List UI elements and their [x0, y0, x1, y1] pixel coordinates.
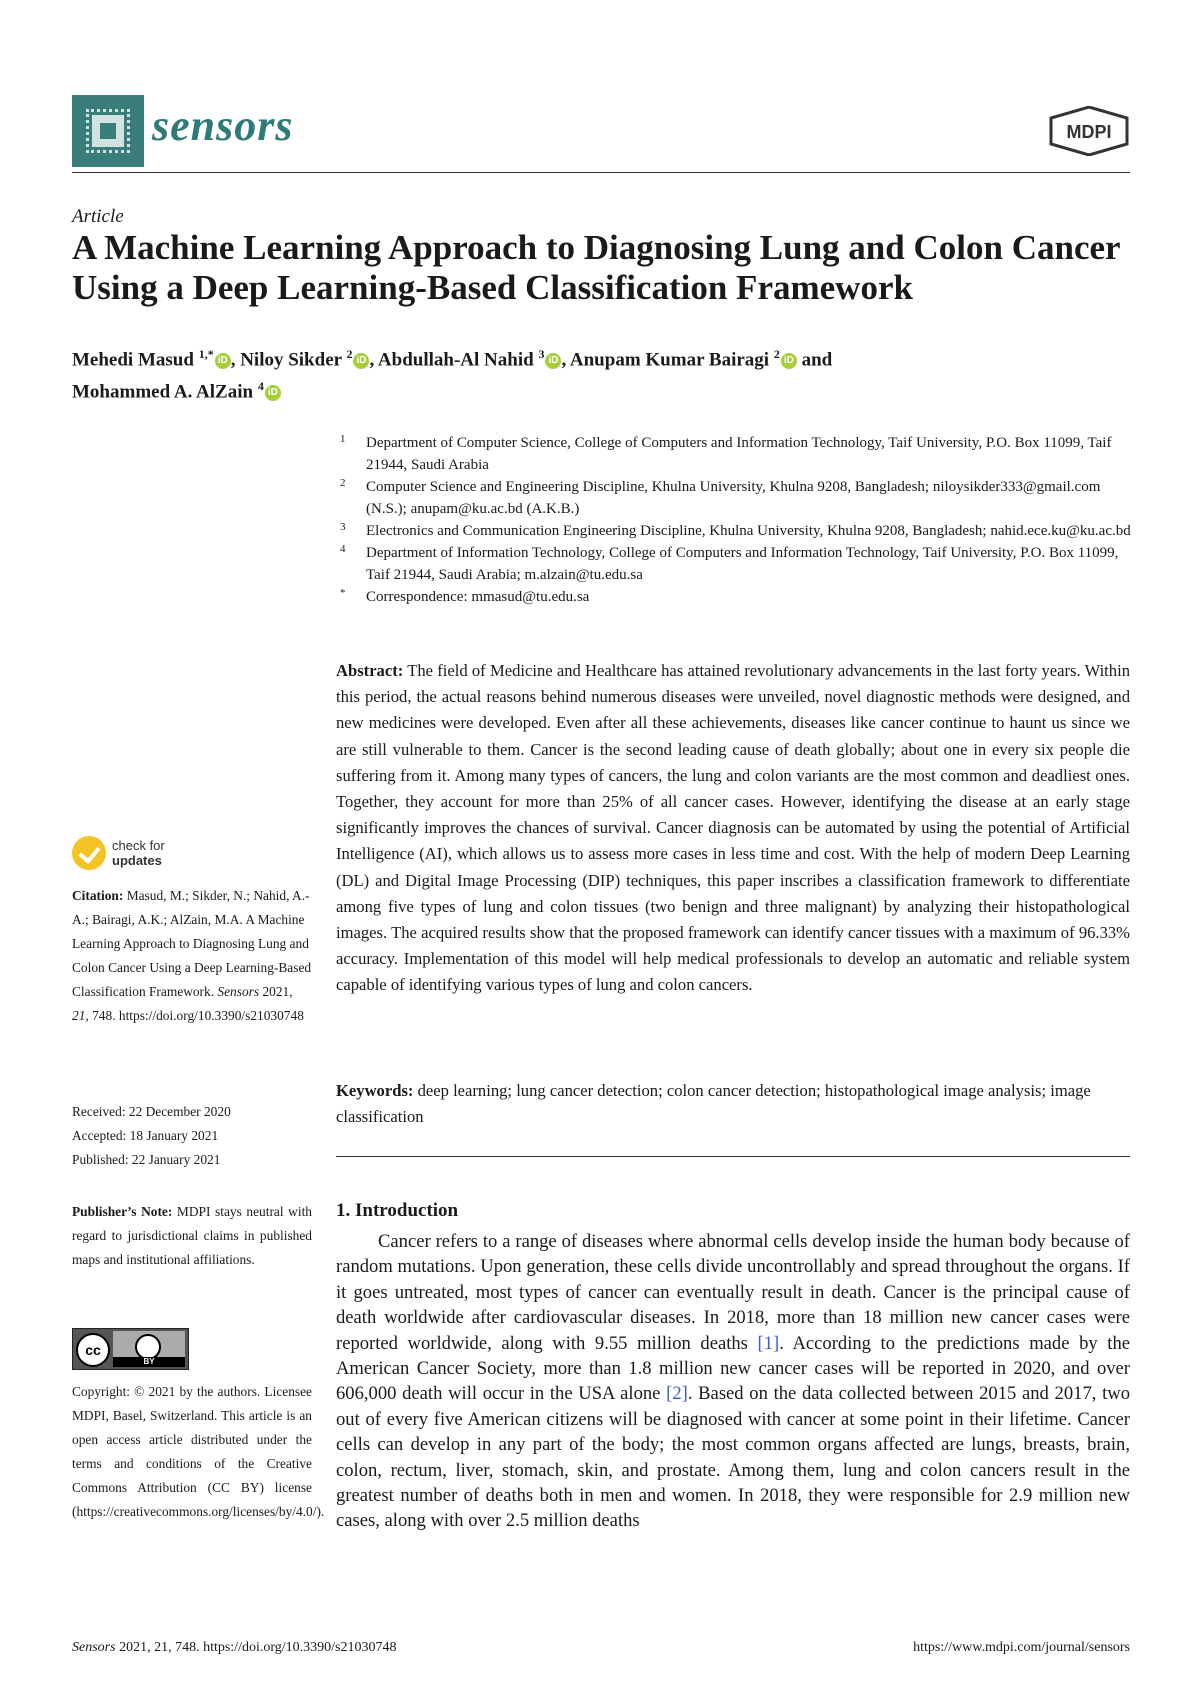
author-affil-sup: 1,*	[198, 347, 214, 361]
orcid-icon[interactable]: iD	[545, 353, 561, 369]
intro-text: . Based on the data collected between 2015 and 2017, two out of every five American citizens will be diagnosed with cancer at some point in their lifetime. Cancer cells can develop in any part of the body; the most common organs affected are lungs, breasts, brain, colon, rectum, liver, stomach, skin, and prostate. Among them, lung and colon cancers result in the greatest number of deaths both in men and women. In 2018, they were responsible for 2.9 million new cases, along with over 2.5 million deaths	[336, 1383, 1130, 1532]
publisher-note-label: Publisher’s Note:	[72, 1204, 173, 1219]
keywords-label: Keywords:	[336, 1081, 414, 1100]
citation-label: Citation:	[72, 888, 124, 903]
check-for-updates-button[interactable]	[72, 836, 252, 874]
reference-link[interactable]: [2]	[666, 1383, 688, 1405]
footer-citation	[72, 1640, 397, 1656]
authors-connector: and	[801, 349, 833, 371]
orcid-icon[interactable]: iD	[781, 353, 797, 369]
citation-doi[interactable]: 748. https://doi.org/10.3390/s21030748	[92, 1008, 304, 1023]
journal-logo-icon	[72, 95, 144, 167]
footer-journal-url[interactable]: https://www.mdpi.com/journal/sensors	[913, 1640, 1130, 1655]
footer-year-vol: 2021, 21,	[119, 1640, 172, 1655]
intro-text: Cancer refers to a range of diseases where abnormal cells develop inside the human body because of random mutations. Upon generation, these cells divide uncontrollably and spread throughout the organs. If it goes untreated, most types of cancer can eventually result in death. Cancer is the principal cause of death worldwide after cardiovascular diseases. In 2018, more than 18 million new cancer cases were reported worldwide, along with 9.55 million deaths	[336, 1231, 1130, 1354]
author-affil-sup: 3	[538, 347, 545, 361]
journal-name: sensors	[152, 101, 294, 150]
abstract	[336, 658, 1130, 999]
section-heading: 1. Introduction	[336, 1200, 459, 1221]
published-date: Published: 22 January 2021	[72, 1152, 221, 1167]
keywords	[336, 1078, 1130, 1130]
citation-volume: 21,	[72, 1008, 89, 1023]
citation-text: Masud, M.; Sikder, N.; Nahid, A.-A.; Bairagi, A.K.; AlZain, M.A. A Machine Learning Approach to Diagnosing Lung and Colon Cancer Using a Deep Learning-Based Classification Framework.	[72, 888, 312, 999]
reference-link[interactable]: [1]	[757, 1332, 780, 1354]
mdpi-logo-icon	[1048, 106, 1130, 156]
cc-by-license-icon[interactable]	[72, 1328, 189, 1370]
orcid-icon[interactable]: iD	[265, 385, 281, 401]
author-name: Anupam Kumar Bairagi	[569, 349, 770, 371]
check-updates-line2: updates	[112, 853, 162, 868]
affiliation-item	[336, 432, 1136, 476]
header-divider	[72, 172, 1130, 173]
publisher-note-text: MDPI stays neutral with regard to jurisdictional claims in published maps and institutional affiliations.	[72, 1204, 312, 1267]
mdpi-logo-text: MDPI	[1066, 122, 1112, 142]
author-list: Mehedi Masud $^{1,*}$ iD , Niloy Sikder $^2$ iD , Abdullah-Al Nahid $^3$ iD , Anupam Kumar Bairagi $^2$ iD and Mohammed A. AlZain $^4$ iD	[72, 347, 833, 403]
correspondence-text: Correspondence: mmasud@tu.edu.sa	[366, 589, 590, 605]
by-label: BY	[113, 1357, 185, 1367]
affiliation-text: Department of Computer Science, College of Computers and Information Technology, Taif University, P.O. Box 11099, Taif 21944, Saudi Arabia	[366, 435, 1112, 473]
author-name: Mehedi Masud	[72, 349, 194, 371]
affiliation-number: 3	[340, 521, 346, 533]
author-affil-sup: 2	[346, 347, 353, 361]
affiliation-text: Electronics and Communication Engineering Discipline, Khulna University, Khulna 9208, Bangladesh; nahid.ece.ku@ku.ac.bd	[366, 523, 1131, 539]
abstract-divider	[336, 1156, 1130, 1157]
keywords-text: deep learning; lung cancer detection; colon cancer detection; histopathological image analysis; image classification	[336, 1081, 1091, 1127]
affiliation-number: *	[340, 587, 346, 599]
affiliation-text: Computer Science and Engineering Discipline, Khulna University, Khulna 9208, Bangladesh; niloysikder333@gmail.com (N.S.); anupam@ku.ac.bd (A.K.B.)	[366, 479, 1101, 517]
author-affil-sup: 4	[257, 379, 264, 394]
affiliation-text: Department of Information Technology, College of Computers and Information Technology, Taif University, P.O. Box 11099, Taif 21944, Saudi Arabia; m.alzain@tu.edu.sa	[366, 545, 1119, 583]
citation-block	[72, 884, 312, 1028]
abstract-text: The field of Medicine and Healthcare has attained revolutionary advancements in the last forty years. Within this period, the actual reasons behind numerous diseases were unveiled, novel diagnostic methods were designed, and new medicines were developed. Even after all these achievements, diseases like cancer continue to haunt us since we are still vulnerable to them. Cancer is the second leading cause of death globally; about one in every six people die suffering from it. Among many types of cancers, the lung and colon variants are the most common and deadliest ones. Together, they account for more than 25% of all cancer cases. However, identifying the disease at an early stage significantly improves the chances of survival. Cancer diagnosis can be automated by using the potential of Artificial Intelligence (AI), which allows us to assess more cases in less time and cost. With the help of modern Deep Learning (DL) and Digital Image Processing (DIP) techniques, this paper inscribes a classification framework to differentiate among five types of lung and colon tissues (two benign and three malignant) by analyzing their histopathological images. The acquired results show that the proposed framework can identify cancer tissues with a maximum of 96.33% accuracy. Implementation of this model will help medical professionals to develop an automatic and reliable system capable of identifying various types of lung and colon cancers.	[336, 661, 1130, 995]
affiliation-number: 2	[340, 477, 346, 489]
affiliations	[336, 432, 1136, 608]
affiliation-item	[336, 476, 1136, 520]
check-updates-line1: check for	[112, 838, 165, 853]
affiliation-number: 1	[340, 433, 346, 445]
author-name: Mohammed A. AlZain	[72, 381, 254, 403]
author-name: Abdullah-Al Nahid	[377, 349, 534, 371]
author-name: Niloy Sikder	[240, 349, 342, 371]
accepted-date: Accepted: 18 January 2021	[72, 1128, 219, 1143]
citation-journal: Sensors	[217, 984, 260, 999]
abstract-label: Abstract:	[336, 661, 404, 680]
footer-doi[interactable]: 748. https://doi.org/10.3390/s21030748	[175, 1640, 397, 1655]
affiliation-item	[336, 520, 1136, 542]
affiliation-number: 4	[340, 543, 346, 555]
citation-year: 2021,	[262, 984, 293, 999]
cc-icon: cc	[76, 1333, 110, 1367]
orcid-icon[interactable]: iD	[215, 353, 231, 369]
orcid-icon[interactable]: iD	[353, 353, 369, 369]
paper-title: A Machine Learning Approach to Diagnosing Lung and Colon Cancer Using a Deep Learning-Based Classification Framework	[72, 228, 1120, 307]
affiliation-item	[336, 542, 1136, 586]
intro-paragraph	[336, 1229, 1130, 1534]
copyright-notice: Copyright: © 2021 by the authors. Licensee MDPI, Basel, Switzerland. This article is an open access article distributed under the terms and conditions of the Creative Commons Attribution (CC BY) license (https://creativecommons.org/licenses/by/4.0/).	[72, 1384, 325, 1519]
intro-text: . According to the predictions made by the American Cancer Society, more than 1.8 million new cancer cases will be reported in 2020, and over 606,000 death will occur in the USA alone	[336, 1332, 1130, 1405]
publication-dates	[72, 1100, 312, 1172]
received-date: Received: 22 December 2020	[72, 1104, 231, 1119]
author-affil-sup: 2	[773, 347, 780, 361]
article-type: Article	[72, 206, 124, 227]
footer-journal: Sensors	[72, 1640, 116, 1655]
publisher-note	[72, 1200, 312, 1272]
affiliation-item	[336, 586, 1136, 608]
check-updates-icon	[72, 836, 106, 870]
